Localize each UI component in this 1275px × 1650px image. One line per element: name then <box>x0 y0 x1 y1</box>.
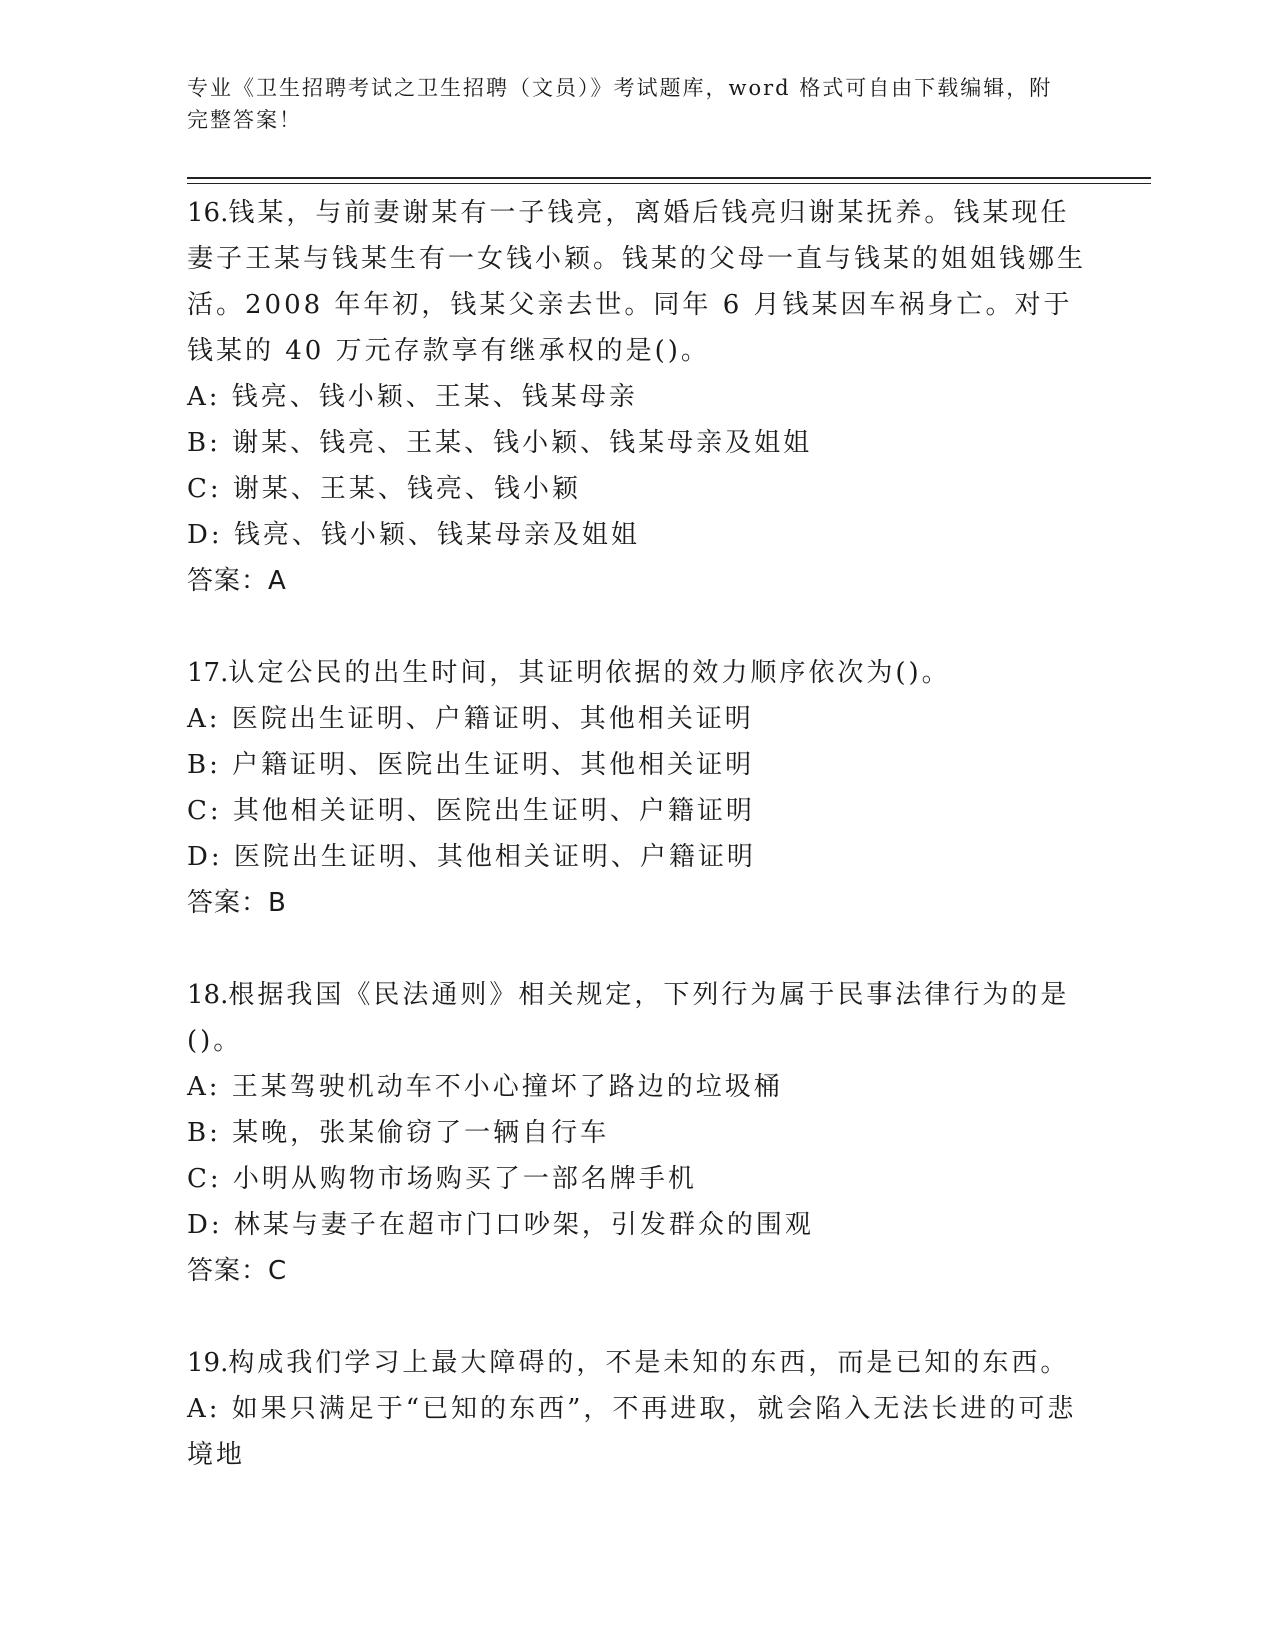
question-text: 17.认定公民的出生时间，其证明依据的效力顺序依次为()。 <box>187 658 951 688</box>
question-17 <box>187 650 1087 926</box>
question-number: 16. <box>187 198 229 228</box>
option-c: C: 谢某、王某、钱亮、钱小颖 <box>187 474 581 504</box>
question-list <box>187 190 1087 1524</box>
option-b: B: 谢某、钱亮、王某、钱小颖、钱某母亲及姐姐 <box>187 428 813 458</box>
question-number: 17. <box>187 658 229 688</box>
option-d: D: 林某与妻子在超市门口吵架，引发群众的围观 <box>187 1210 814 1240</box>
option-d: D: 钱亮、钱小颖、钱某母亲及姐姐 <box>187 520 640 550</box>
header-divider-thin <box>187 183 1151 184</box>
answer-line: 答案：C <box>187 1256 288 1286</box>
question-text: 18.根据我国《民法通则》相关规定，下列行为属于民事法律行为的是()。 <box>187 980 1070 1056</box>
header-divider-thick <box>187 177 1151 179</box>
question-text: 16.钱某，与前妻谢某有一子钱亮，离婚后钱亮归谢某抚养。钱某现任妻子王某与钱某生有一女钱小颖。钱某的父母一直与钱某的姐姐钱娜生活。2008 年年初，钱某父亲去世。同年 6 月钱某因车祸身亡。对于钱某的 40 万元存款享有继承权的是()。 <box>187 198 1087 366</box>
option-c: C: 小明从购物市场购买了一部名牌手机 <box>187 1164 697 1194</box>
option-b: B: 户籍证明、医院出生证明、其他相关证明 <box>187 750 755 780</box>
question-16 <box>187 190 1087 604</box>
option-a: A: 医院出生证明、户籍证明、其他相关证明 <box>187 704 754 734</box>
question-19 <box>187 1340 1087 1478</box>
question-18 <box>187 972 1087 1294</box>
answer-line: 答案：A <box>187 566 287 596</box>
option-a: A: 如果只满足于“已知的东西”，不再进取，就会陷入无法长进的可悲境地 <box>187 1394 1077 1470</box>
option-b: B: 某晚，张某偷窃了一辆自行车 <box>187 1118 610 1148</box>
question-number: 19. <box>187 1348 229 1378</box>
option-a: A: 钱亮、钱小颖、王某、钱某母亲 <box>187 382 638 412</box>
document-header: 专业《卫生招聘考试之卫生招聘（文员）》考试题库，word 格式可自由下载编辑，附完整答案！ <box>187 76 1053 132</box>
option-a: A: 王某驾驶机动车不小心撞坏了路边的垃圾桶 <box>187 1072 783 1102</box>
option-c: C: 其他相关证明、医院出生证明、户籍证明 <box>187 796 755 826</box>
option-d: D: 医院出生证明、其他相关证明、户籍证明 <box>187 842 756 872</box>
answer-line: 答案：B <box>187 888 287 918</box>
question-text: 19.构成我们学习上最大障碍的，不是未知的东西，而是已知的东西。 <box>187 1348 1070 1378</box>
question-number: 18. <box>187 980 229 1010</box>
